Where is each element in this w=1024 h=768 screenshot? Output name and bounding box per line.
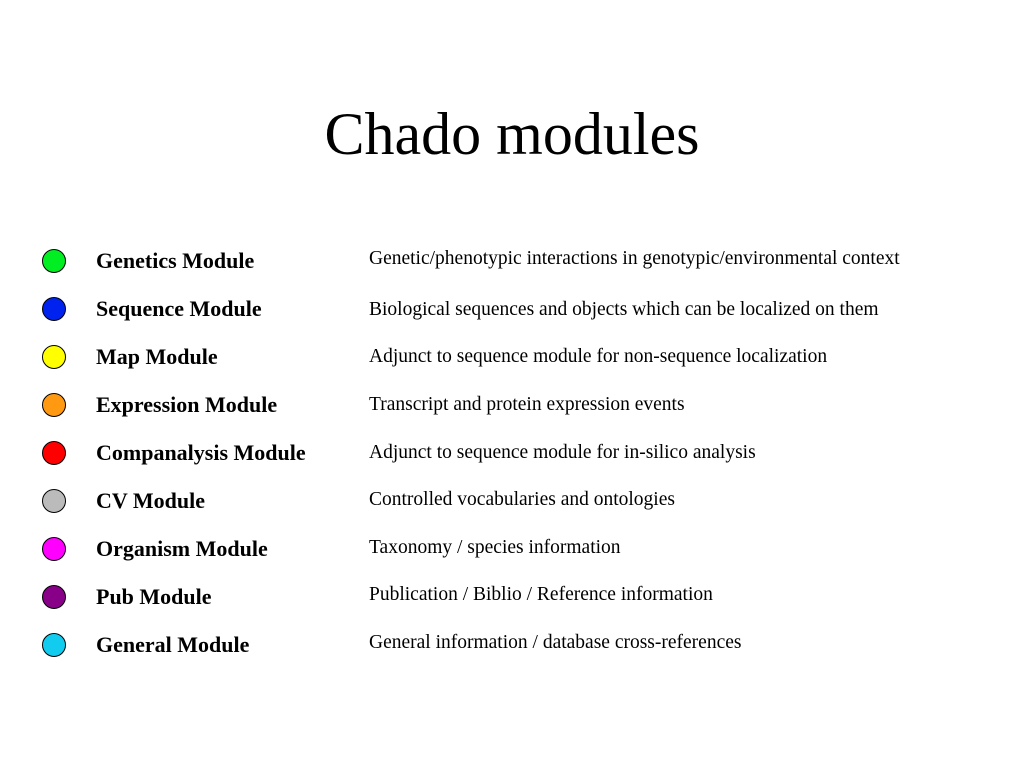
- general-bullet-icon: [42, 633, 66, 657]
- module-row-general: [0, 626, 1024, 666]
- module-row-expression: [0, 386, 1024, 426]
- organism-bullet-icon: [42, 537, 66, 561]
- module-description: Biological sequences and objects which can be localized on them: [369, 299, 879, 320]
- module-name: General Module: [96, 632, 250, 657]
- module-row-cv: [0, 482, 1024, 522]
- module-description: Taxonomy / species information: [369, 537, 621, 558]
- module-name: Companalysis Module: [96, 440, 306, 465]
- slide-title: Chado modules: [324, 101, 700, 167]
- module-description: Genetic/phenotypic interactions in genotypic/environmental context: [369, 248, 900, 269]
- module-description: Publication / Biblio / Reference information: [369, 584, 713, 605]
- module-description: Adjunct to sequence module for in-silico analysis: [369, 442, 756, 463]
- sequence-bullet-icon: [42, 297, 66, 321]
- expression-bullet-icon: [42, 393, 66, 417]
- module-row-companalysis: [0, 434, 1024, 474]
- module-name: Organism Module: [96, 536, 268, 561]
- module-row-map: [0, 338, 1024, 378]
- cv-bullet-icon: [42, 489, 66, 513]
- module-row-pub: [0, 578, 1024, 618]
- module-row-genetics: [0, 242, 1024, 282]
- genetics-bullet-icon: [42, 249, 66, 273]
- map-bullet-icon: [42, 345, 66, 369]
- module-name: Pub Module: [96, 584, 212, 609]
- module-name: CV Module: [96, 488, 205, 513]
- companalysis-bullet-icon: [42, 441, 66, 465]
- module-name: Expression Module: [96, 392, 278, 417]
- module-description: Adjunct to sequence module for non-sequence localization: [369, 346, 828, 367]
- module-name: Genetics Module: [96, 248, 255, 273]
- module-row-sequence: [0, 290, 1024, 330]
- pub-bullet-icon: [42, 585, 66, 609]
- module-name: Sequence Module: [96, 296, 262, 321]
- module-description: General information / database cross-references: [369, 632, 742, 653]
- module-name: Map Module: [96, 344, 218, 369]
- module-description: Controlled vocabularies and ontologies: [369, 489, 675, 510]
- module-description: Transcript and protein expression events: [369, 394, 685, 415]
- module-row-organism: [0, 530, 1024, 570]
